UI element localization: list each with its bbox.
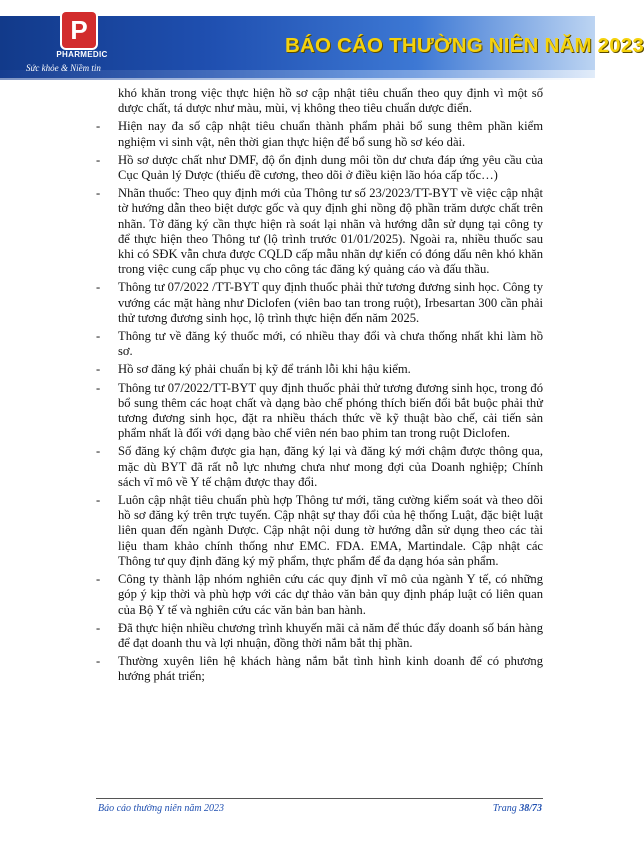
footer-page-number: 38/73 [519,803,542,814]
list-item [96,654,543,684]
page-content [96,86,543,688]
list-item-text: Hiện nay đa số cập nhật tiêu chuẩn thành phẩm phải bổ sung thêm phần kiểm nghiệm vi sinh vật, nên thời gian thực hiện để bổ sung hồ sơ kéo dài. [118,119,543,149]
dash-bullet: - [96,152,101,167]
dash-bullet: - [96,186,101,201]
dash-bullet: - [96,444,101,459]
logo-letter: P [70,15,88,45]
pharmedic-logo [62,12,96,48]
footer-page-label: Trang [492,803,520,814]
list-item [96,444,543,490]
dash-bullet: - [96,654,101,669]
dash-bullet: - [96,620,101,635]
list-item-text: Thông tư 07/2022 /TT-BYT quy định thuốc phải thử tương đương sinh học. Công ty vướng các mặt hàng như Diclofen (viên bao tan trong ruột), Irbesartan 300 cần phải thử tương đương sinh học, lộ trình thực hiện đến năm 2025. [118,280,543,325]
dash-bullet: - [96,380,101,395]
list-item [96,119,543,149]
list-item [96,153,543,183]
footer-report-name: Báo cáo thường niên năm 2023 [98,803,225,814]
list-item [96,381,543,442]
footer-page-indicator [493,803,542,814]
list-item [96,280,543,326]
list-item-text: Thông tư 07/2022/TT-BYT quy định thuốc phải thử tương đương sinh học, trong đó bổ sung thêm các hoạt chất và dạng bào chế phóng thích biến đổi bắt buộc phải thử tương đương sinh học, đặt ra nhiều thách thức về kỹ thuật bào chế, cải tiến sản phẩm nhất là đối với dạng bào chế viên nén bao phim tan trong ruột Diclofen. [118,380,543,441]
report-title: BÁO CÁO THƯỜNG NIÊN NĂM 2023 [285,34,644,57]
list-item-text: Đã thực hiện nhiều chương trình khuyến mãi cả năm để thúc đẩy doanh số bán hàng để đạt doanh thu và lợi nhuận, đồng thời nắm bắt thị phần. [118,620,543,650]
dash-bullet: - [96,119,101,134]
continuation-paragraph [96,86,543,116]
list-item [96,186,543,277]
list-item-text: Thường xuyên liên hệ khách hàng nắm bắt tình hình kinh doanh để có phương hướng phát triển; [118,654,543,684]
list-item [96,362,543,377]
list-item-text: Nhãn thuốc: Theo quy định mới của Thông tư số 23/2023/TT-BYT về việc cập nhật tờ hướng dẫn theo biệt dược gốc và quy định ghi nồng độ phần trăm dược chất trên nhãn. Tờ đăng ký cần thực hiện rà soát lại nhãn và hướng dẫn sử dụng tại công ty để thực hiện theo Thông tư (lộ trình trước 01/01/2025). Ngoài ra, nhiều thuốc sau khi có SĐK vẫn chưa được CQLD cấp mẫu nhãn dự kiến có đóng dấu nên khó khăn trong việc cung cấp phục vụ cho công tác đăng ký quảng cáo và đấu thầu. [118,186,543,277]
page-header [0,0,644,92]
footer-divider [96,798,543,799]
list-item [96,621,543,651]
brand-name: PHARMEDIC [56,50,108,59]
continuation-text: khó khăn trong việc thực hiện hồ sơ cập nhật tiêu chuẩn theo quy định vì một số dược chất, tá dược như màu, mùi, vị không theo tiêu chuẩn dược điển. [118,86,543,116]
list-item [96,493,543,569]
list-item-text: Số đăng ký chậm được gia hạn, đăng ký lại và đăng ký mới chậm được thông qua, mặc dù BYT đã rất nỗ lực nhưng chưa như mong đợi của Doanh nghiệp; Chính sách vĩ mô về Y tế chậm được thay đổi. [118,444,543,489]
dash-bullet: - [96,280,101,295]
list-item-text: Luôn cập nhật tiêu chuẩn phù hợp Thông tư mới, tăng cường kiểm soát và theo dõi hồ sơ đăng ký trên trực tuyến. Cập nhật sự thay đổi của hệ thống Luật, đặc biệt luật liên quan đến ngành Dược. Cập nhật nội dung tờ hướng dẫn sử dụng theo các tài liệu tham khảo chính thống như EMC. FDA. EMA, Martindale. Cập nhật các Thông tư quy định đăng ký mỹ phẩm, thực phẩm để đa dạng hóa sản phẩm. [118,493,543,568]
list-item [96,572,543,618]
list-item-text: Thông tư về đăng ký thuốc mới, có nhiều thay đổi và chưa thống nhất khi làm hồ sơ. [118,329,543,359]
dash-bullet: - [96,493,101,508]
list-item-text: Hồ sơ đăng ký phải chuẩn bị kỹ để tránh lỗi khi hậu kiểm. [118,362,411,377]
dash-bullet: - [96,572,101,587]
list-item-text: Hồ sơ dược chất như DMF, độ ổn định dung môi tồn dư chưa đáp ứng yêu cầu của Cục Quản lý Dược (thiếu đề cương, theo dõi ở điều kiện lão hóa cấp tốc…) [118,152,543,183]
dash-bullet: - [96,329,101,344]
dash-bullet: - [96,362,101,377]
slogan: Sức khỏe & Niềm tin [26,63,101,73]
list-item [96,329,543,359]
list-item-text: Công ty thành lập nhóm nghiên cứu các quy định vĩ mô của ngành Y tế, có những góp ý kịp thời và phù hợp với các dự thảo văn bản quy định pháp luật có liên quan của Bộ Y tế và nghiên cứu các văn bản ban hành. [118,572,543,617]
